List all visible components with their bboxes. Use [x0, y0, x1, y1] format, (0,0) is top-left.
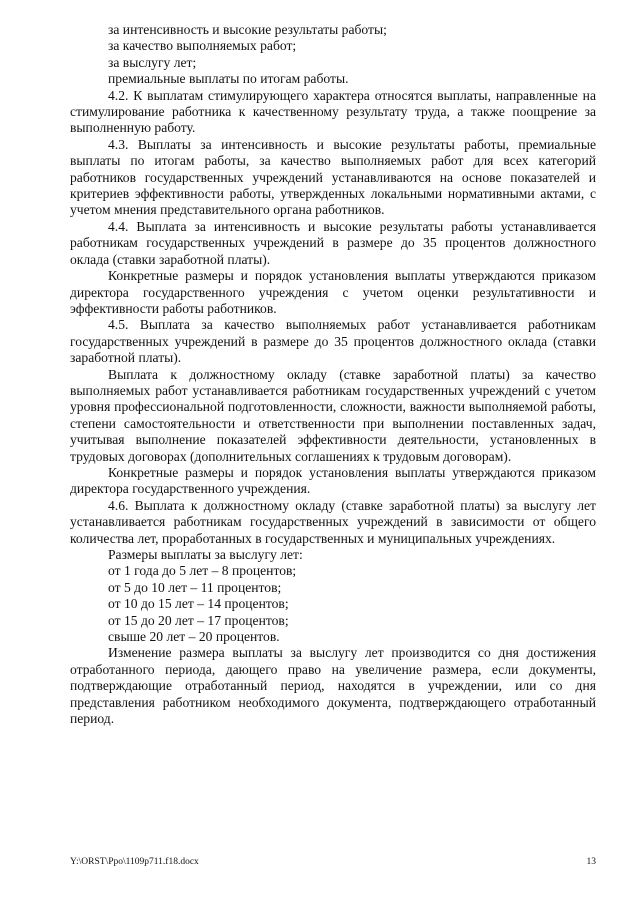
document-body — [70, 22, 596, 727]
paragraph-4-6: 4.6. Выплата к должностному окладу (ставке заработной платы) за выслугу лет устанавливается работникам государственных учреждений в зависимости от общего количества лет, проработанных в государственных и муниципальных учреждениях. — [70, 497, 596, 546]
list-item: от 10 до 15 лет – 14 процентов; — [108, 596, 289, 612]
list-item: за интенсивность и высокие результаты работы; — [108, 22, 387, 37]
paragraph: Изменение размера выплаты за выслугу лет производится со дня достижения отработанного периода, дающего право на увеличение размера, если документы, подтверждающие отработанный период, находятся в учреждении, или со дня представления работником необходимого документа, подтверждающего отработанный период. — [70, 645, 596, 727]
list-item: свыше 20 лет – 20 процентов. — [108, 629, 280, 645]
paragraph: Выплата к должностному окладу (ставке заработной платы) за качество выполняемых работ устанавливается работникам государственных учреждений с учетом уровня профессиональной подготовленности, сложности, важности выполняемой работы, степени самостоятельности и ответственности при выполнении поставленных задач, учитывая выполнение показателей эффективности деятельности, установленных в трудовых договорах (дополнительных соглашениях к трудовым договорам). — [70, 366, 596, 464]
list-item: от 15 до 20 лет – 17 процентов; — [108, 612, 289, 628]
list-item: за выслугу лет; — [108, 54, 197, 70]
paragraph-4-5: 4.5. Выплата за качество выполняемых работ устанавливается работникам государственных учреждений в размере до 35 процентов должностного оклада (ставки заработной платы). — [70, 317, 596, 366]
list-item: премиальные выплаты по итогам работы. — [108, 71, 349, 87]
list-item: от 1 года до 5 лет – 8 процентов; — [108, 563, 297, 579]
paragraph-4-3: 4.3. Выплаты за интенсивность и высокие результаты работы, премиальные выплаты по итогам работы, за качество выполняемых работ для всех категорий работников государственных учреждений устанавливаются на основе показателей и критериев эффективности работы, утвержденных локальными нормативными актами, с учетом мнения представительного органа работников. — [70, 136, 596, 218]
page-number: 13 — [586, 857, 596, 867]
paragraph: Конкретные размеры и порядок установления выплаты утверждаются приказом директора государственного учреждения. — [70, 464, 596, 497]
paragraph: Конкретные размеры и порядок установления выплаты утверждаются приказом директора государственного учреждения с учетом оценки результативности и эффективности работы работников. — [70, 268, 596, 316]
paragraph-4-2: 4.2. К выплатам стимулирующего характера относятся выплаты, направленные на стимулирование работника к качественному результату труда, а также поощрение за выполненную работу. — [70, 87, 596, 136]
list-item: за качество выполняемых работ; — [108, 38, 297, 54]
list-item: от 5 до 10 лет – 11 процентов; — [108, 579, 282, 595]
paragraph-4-4: 4.4. Выплата за интенсивность и высокие результаты работы устанавливается работникам государственных учреждений в размере до 35 процентов должностного оклада (ставки заработной платы). — [70, 218, 596, 267]
list-heading: Размеры выплаты за выслугу лет: — [108, 547, 303, 562]
footer-file-path: Y:\ORST\Ppo\1109p711.f18.docx — [70, 857, 199, 867]
